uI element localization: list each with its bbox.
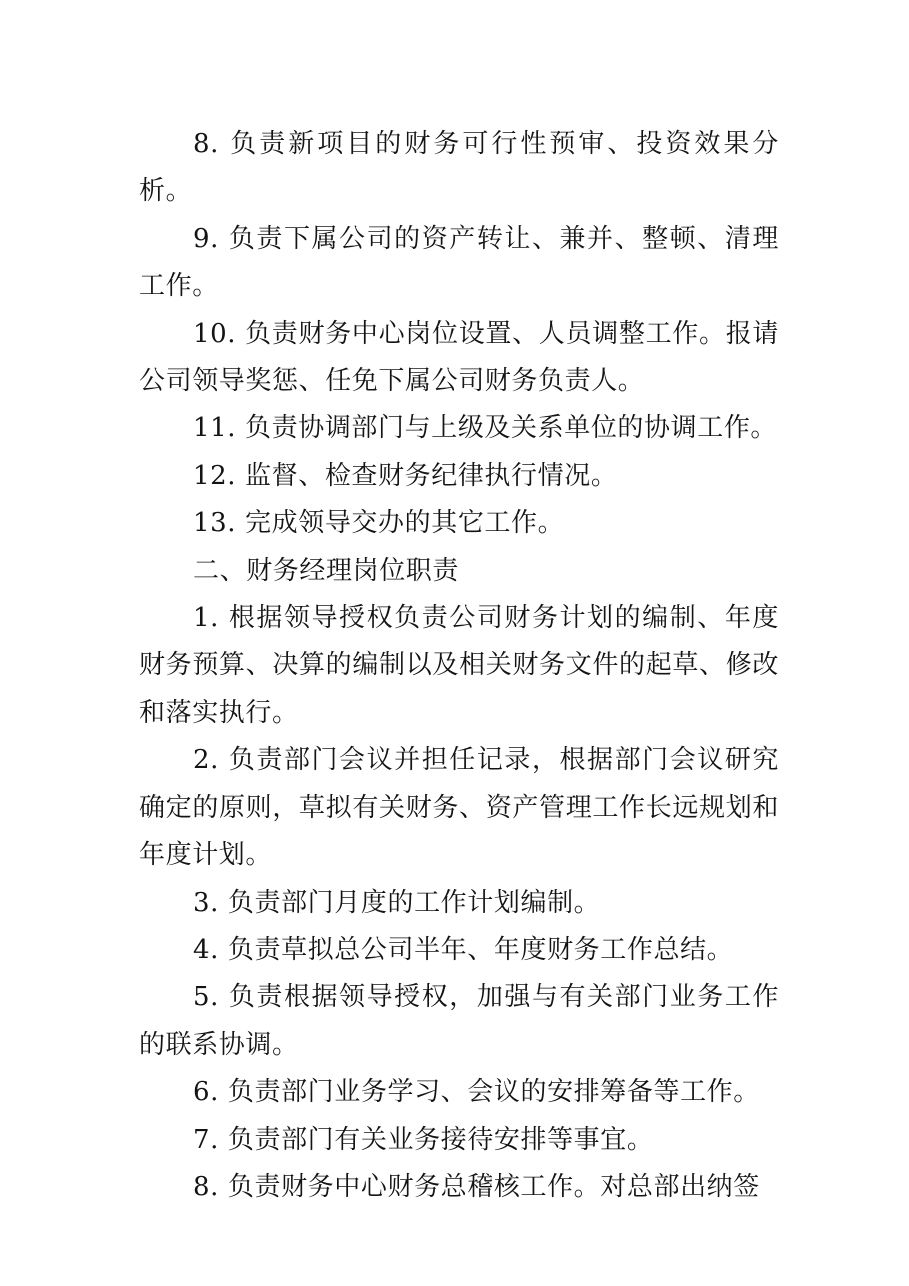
paragraph-item-10-staffing: 10. 负责财务中心岗位设置、人员调整工作。报请公司领导奖惩、任免下属公司财务负责人。 <box>139 318 779 397</box>
paragraph-item-7-reception: 7. 负责部门有关业务接待安排等事宜。 <box>193 1124 654 1155</box>
paragraph-item-9-asset-transfer: 9. 负责下属公司的资产转让、兼并、整顿、清理工作。 <box>139 223 779 302</box>
paragraph-item-13-other-tasks: 13. 完成领导交办的其它工作。 <box>193 508 565 539</box>
paragraph-item-3-monthly-plan: 3. 负责部门月度的工作计划编制。 <box>193 887 601 918</box>
paragraph-item-8-audit: 8. 负责财务中心财务总稽核工作。对总部出纳签 <box>193 1171 760 1202</box>
paragraph-item-5-liaison: 5. 负责根据领导授权，加强与有关部门业务工作的联系协调。 <box>139 982 779 1060</box>
paragraph-item-11-coordination: 11. 负责协调部门与上级及关系单位的协调工作。 <box>193 413 778 444</box>
paragraph-item-8-feasibility: 8. 负责新项目的财务可行性预审、投资效果分析。 <box>139 129 779 207</box>
paragraph-item-6-study-meetings: 6. 负责部门业务学习、会议的安排筹备等工作。 <box>193 1077 760 1108</box>
document-body <box>139 121 779 1211</box>
paragraph-item-12-supervision: 12. 监督、检查财务纪律执行情况。 <box>193 460 618 491</box>
paragraph-item-4-work-summary: 4. 负责草拟总公司半年、年度财务工作总结。 <box>193 934 734 965</box>
paragraph-item-1-financial-plan: 1. 根据领导授权负责公司财务计划的编制、年度财务预算、决算的编制以及相关财务文件的起草、修改和落实执行。 <box>139 603 779 728</box>
section-heading-finance-manager-duties: 二、财务经理岗位职责 <box>193 555 460 586</box>
paragraph-item-2-meeting-records: 2. 负责部门会议并担任记录，根据部门会议研究确定的原则，草拟有关财务、资产管理工作长远规划和年度计划。 <box>139 745 779 871</box>
